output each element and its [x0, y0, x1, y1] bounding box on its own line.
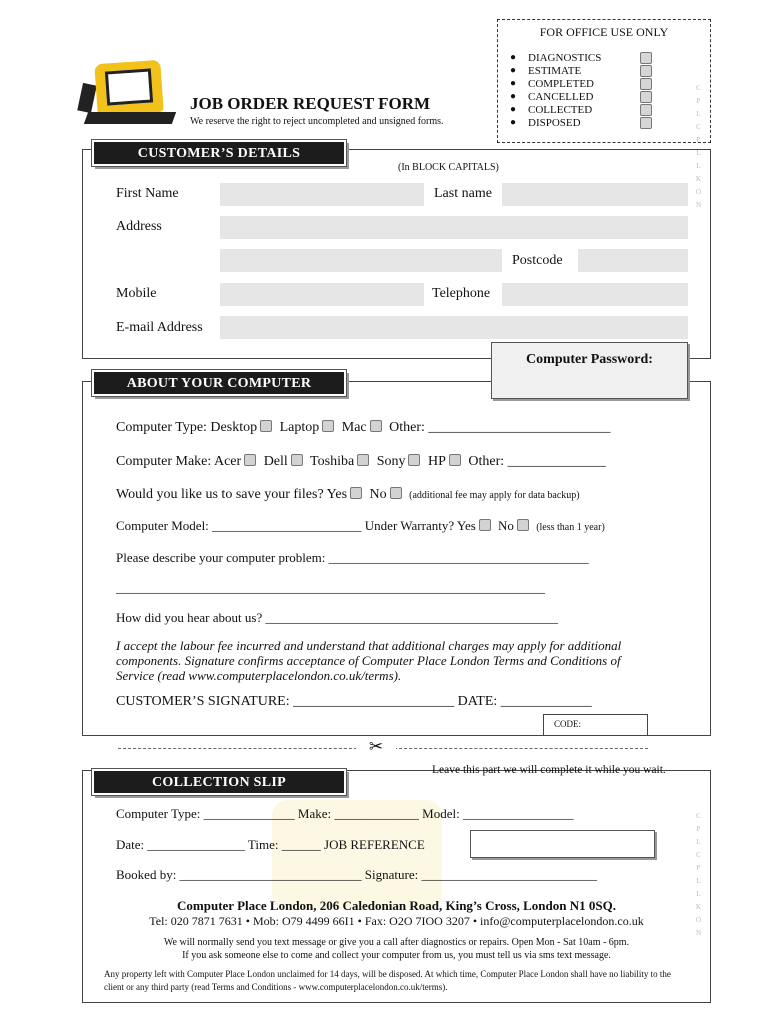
hp-label: HP — [427, 454, 446, 469]
type-other-label: Other: __________________________ — [389, 420, 611, 435]
laptop-label: Laptop — [279, 420, 320, 435]
first-name-field[interactable] — [220, 183, 424, 206]
about-computer-header: ABOUT YOUR COMPUTER — [92, 370, 346, 396]
company-contact: Tel: 020 7871 7631 • Mob: O79 4499 66I1 • Fax: O2O 7IOO 3207 • info@computerplacelondon.co.uk — [149, 914, 644, 928]
side-watermark-bottom: C P L C P L L K O N — [696, 812, 705, 937]
toshiba-label: Toshiba — [310, 454, 355, 469]
company-address: Computer Place London, 206 Caledonian Road, King’s Cross, London N1 0SQ. — [177, 898, 616, 913]
toshiba-checkbox[interactable] — [357, 454, 369, 466]
first-name-label: First Name — [116, 186, 179, 201]
save-no-checkbox[interactable] — [390, 487, 402, 499]
acer-checkbox[interactable] — [244, 454, 256, 466]
model-warranty-row — [116, 518, 605, 534]
save-files-row — [116, 487, 580, 503]
warranty-no-checkbox[interactable] — [517, 519, 529, 531]
laptop-checkbox[interactable] — [322, 420, 334, 432]
last-name-field[interactable] — [502, 183, 688, 206]
side-watermark-top: C P L C P L L K O N — [696, 84, 705, 209]
collection-slip-header: COLLECTION SLIP — [92, 769, 346, 795]
mac-label: Mac — [341, 420, 367, 435]
save-yes-checkbox[interactable] — [350, 487, 362, 499]
completed-checkbox[interactable] — [640, 78, 652, 90]
hp-checkbox[interactable] — [449, 454, 461, 466]
form-subtitle: We reserve the right to reject uncompleted and unsigned forms. — [190, 116, 444, 127]
warranty-no-label: No — [498, 518, 514, 533]
collection-note: Leave this part we will complete it while you wait. — [432, 764, 666, 776]
diagnostics-checkbox[interactable] — [640, 52, 652, 64]
save-no-label: No — [369, 487, 387, 502]
desktop-checkbox[interactable] — [260, 420, 272, 432]
disposed-checkbox[interactable] — [640, 117, 652, 129]
office-use-title: FOR OFFICE USE ONLY — [539, 25, 669, 39]
computer-make-label: Computer Make: Acer — [116, 454, 242, 469]
address-field-line2[interactable] — [220, 249, 502, 272]
address-label: Address — [116, 219, 162, 234]
problem-label[interactable]: Please describe your computer problem: ________________________________________ — [116, 550, 589, 565]
code-box: CODE: — [543, 714, 648, 736]
office-item-disposed: ● DISPOSED — [510, 117, 581, 129]
estimate-checkbox[interactable] — [640, 65, 652, 77]
collection-row-date[interactable]: Date: _______________ Time: ______ JOB REFERENCE — [116, 837, 425, 852]
computer-password-box[interactable]: Computer Password: — [491, 342, 688, 399]
warranty-yes-checkbox[interactable] — [479, 519, 491, 531]
address-field-line1[interactable] — [220, 216, 688, 239]
sony-checkbox[interactable] — [408, 454, 420, 466]
warranty-note: (less than 1 year) — [536, 522, 605, 533]
email-field[interactable] — [220, 316, 688, 339]
customer-details-header: CUSTOMER’S DETAILS — [92, 140, 346, 166]
hear-about-label[interactable]: How did you hear about us? _____________________________________________ — [116, 610, 558, 625]
model-warranty-label: Computer Model: _______________________ Under Warranty? Yes — [116, 518, 476, 533]
last-name-label: Last name — [434, 186, 492, 201]
cancelled-checkbox[interactable] — [640, 91, 652, 103]
office-item-cancelled: ● CANCELLED — [510, 91, 594, 103]
computer-type-label: Computer Type: Desktop — [116, 420, 258, 435]
telephone-field[interactable] — [502, 283, 688, 306]
make-other-label: Other: ______________ — [468, 454, 606, 469]
office-item-completed: ● COMPLETED — [510, 78, 594, 90]
backup-fee-note: (additional fee may apply for data backup) — [409, 490, 580, 501]
office-item-diagnostics: ● DIAGNOSTICS — [510, 52, 602, 64]
mobile-field[interactable] — [220, 283, 424, 306]
dell-checkbox[interactable] — [291, 454, 303, 466]
computer-type-row — [116, 420, 610, 436]
save-files-label: Would you like us to save your files? Yes — [116, 487, 348, 502]
email-label: E-mail Address — [116, 320, 203, 335]
postcode-field[interactable] — [578, 249, 688, 272]
office-item-collected: ● COLLECTED — [510, 104, 593, 116]
problem-line[interactable]: __________________________________________________________________ — [116, 580, 545, 595]
postcode-label: Postcode — [512, 253, 563, 268]
footer-disclaimer: Any property left with Computer Place London unclaimed for 14 days, will be disposed. At which time, Computer Place London shall have no liability to the client or any third party (read Terms and Conditions - www.computerplacelondon.co.uk/terms). — [104, 969, 671, 992]
office-item-estimate: ● ESTIMATE — [510, 65, 582, 77]
block-capitals-note: (In BLOCK CAPITALS) — [398, 162, 499, 173]
collection-row-type[interactable]: Computer Type: ______________ Make: _____________ Model: _________________ — [116, 806, 574, 821]
dell-label: Dell — [263, 454, 288, 469]
computer-make-row — [116, 454, 606, 470]
telephone-label: Telephone — [432, 286, 491, 301]
terms-acceptance-text: I accept the labour fee incurred and understand that additional charges may apply for additional components. Signature confirms acceptance of Computer Place London Terms and Conditions of Service (read www.computerplacelondon.co.uk/terms). — [116, 638, 622, 683]
scissors-icon: ✂ — [356, 737, 396, 757]
mac-checkbox[interactable] — [370, 420, 382, 432]
mobile-label: Mobile — [116, 286, 157, 301]
sony-label: Sony — [376, 454, 406, 469]
collected-checkbox[interactable] — [640, 104, 652, 116]
footer-message — [82, 936, 711, 962]
customer-signature-line[interactable]: CUSTOMER’S SIGNATURE: _______________________ DATE: _____________ — [116, 694, 592, 709]
footer-message-1: We will normally send you text message or give you a call after diagnostics or repairs. Open Mon - Sat 10am - 6pm. — [163, 937, 630, 948]
office-use-box — [497, 19, 711, 143]
footer-message-2: If you ask someone else to come and collect your computer from us, you must tell us via sms text message. — [182, 950, 611, 961]
collection-row-booked[interactable]: Booked by: ____________________________ Signature: ___________________________ — [116, 867, 597, 882]
form-title: JOB ORDER REQUEST FORM — [190, 94, 431, 113]
job-reference-box[interactable] — [470, 830, 655, 858]
